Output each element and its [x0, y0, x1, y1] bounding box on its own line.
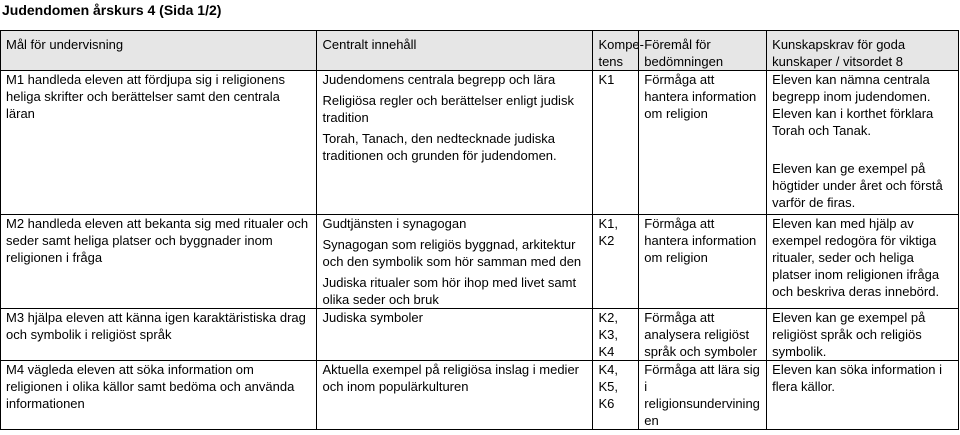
table-row — [1, 361, 959, 430]
curriculum-table — [0, 30, 959, 430]
header-objects-line2: bedömningen — [644, 54, 724, 69]
header-criteria-line1: Kunskapskrav för goda — [772, 37, 906, 52]
header-criteria-line2: kunskaper / vitsordet 8 — [772, 54, 903, 69]
content-item: Religiösa regler och berättelser enligt judisk tradition — [322, 93, 574, 125]
table-header-row — [1, 31, 959, 71]
criteria-cell: Eleven kan söka information i flera källor. — [767, 361, 959, 430]
header-competence — [593, 31, 644, 71]
objects-cell: Förmåga att hantera information om religion — [639, 71, 767, 215]
header-competence-line2: tens — [598, 54, 624, 69]
criteria-item: Eleven kan nämna centrala begrepp inom judendomen. — [772, 72, 931, 104]
objects-cell: Förmåga att lära sig i religionsundervining en — [639, 361, 767, 430]
competence-cell: K1 — [593, 71, 639, 215]
content-item: Gudtjänsten i synagogan — [322, 216, 467, 231]
criteria-item: Eleven kan i korthet förklara Torah och Tanak. — [772, 106, 934, 138]
competence-cell: K4, K5, K6 — [593, 361, 639, 430]
competence-cell: K1, K2 — [593, 215, 639, 309]
criteria-cell: Eleven kan ge exempel på religiöst språk och religiös symbolik. — [767, 309, 959, 361]
header-criteria — [767, 31, 959, 71]
header-goal: Mål för undervisning — [1, 31, 317, 71]
table-row — [1, 215, 959, 309]
header-competence-line1: Kompe- — [598, 37, 644, 52]
table-row — [1, 71, 959, 215]
content-cell: Judiska symboler — [317, 309, 593, 361]
goal-cell: M3 hjälpa eleven att känna igen karaktäristiska drag och symbolik i religiöst språk — [1, 309, 317, 361]
content-item: Synagogan som religiös byggnad, arkitektur och den symbolik som hör samman med den — [322, 237, 582, 269]
header-objects-line1: Föremål för — [644, 37, 711, 52]
header-objects — [639, 31, 767, 71]
page-title: Judendomen årskurs 4 (Sida 1/2) — [2, 2, 222, 18]
header-content: Centralt innehåll — [317, 31, 593, 71]
criteria-cell: Eleven kan med hjälp av exempel redogöra för viktiga ritualer, seder och heliga platser inom religionen ifråga och beskriva deras innebörd. — [767, 215, 959, 309]
content-item: Judendomens centrala begrepp och lära — [322, 72, 556, 87]
content-cell: Aktuella exempel på religiösa inslag i medier och inom populärkulturen — [317, 361, 593, 430]
objects-cell: Förmåga att analysera religiöst språk och symboler — [639, 309, 767, 361]
goal-cell: M1 handleda eleven att fördjupa sig i religionens heliga skrifter och berättelser samt den centrala läran — [1, 71, 317, 215]
criteria-cell — [767, 71, 959, 215]
competence-cell: K2, K3, K4 — [593, 309, 639, 361]
goal-cell: M2 handleda eleven att bekanta sig med ritualer och seder samt heliga platser och byggnader inom religionen i fråga — [1, 215, 317, 309]
objects-cell: Förmåga att hantera information om religion — [639, 215, 767, 309]
content-item: Judiska ritualer som hör ihop med livet samt olika seder och bruk — [322, 275, 577, 307]
goal-cell: M4 vägleda eleven att söka information om religionen i olika källor samt bedöma och använda informationen — [1, 361, 317, 430]
content-cell — [317, 215, 593, 309]
table-row — [1, 309, 959, 361]
criteria-item: Eleven kan ge exempel på högtider under året och förstå varför de firas. — [772, 161, 943, 210]
content-cell — [317, 71, 593, 215]
content-item: Torah, Tanach, den nedtecknade judiska traditionen och grunden för judendomen. — [322, 131, 557, 163]
